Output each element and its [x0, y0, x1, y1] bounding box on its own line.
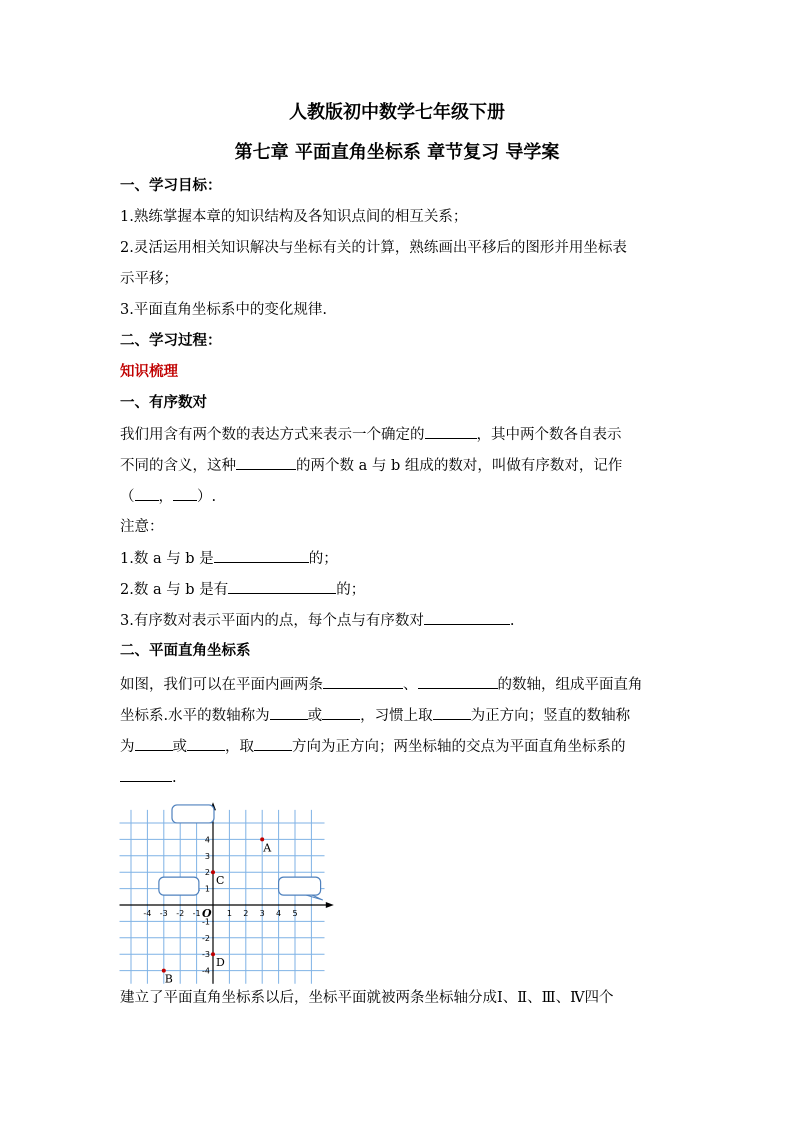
x-axis-arrow — [326, 902, 334, 908]
note-item-3 — [120, 610, 514, 631]
section1-heading: 一、有序数对 — [120, 394, 207, 411]
note-item-1 — [120, 548, 338, 569]
y-tick-label: -2 — [202, 933, 210, 943]
text: 1.数 a 与 b 是 — [120, 551, 214, 567]
goals-heading: 一、学习目标： — [120, 177, 222, 194]
goal-item-1: 1.熟练掌握本章的知识结构及各知识点间的相互关系； — [120, 209, 468, 225]
text: （ — [120, 489, 135, 505]
y-tick-label: -3 — [202, 950, 210, 960]
fill-blank[interactable] — [173, 486, 197, 501]
text: ，取 — [225, 739, 254, 755]
text: 为 — [120, 739, 135, 755]
fill-blank[interactable] — [270, 705, 308, 720]
point-label-d: D — [216, 956, 225, 970]
y-tick-label: 3 — [204, 851, 210, 861]
text: 、 — [403, 677, 418, 693]
section1-paragraph-line1 — [120, 424, 622, 445]
fill-blank[interactable] — [254, 736, 292, 751]
text: 3.有序数对表示平面内的点，每个点与有序数对 — [120, 613, 424, 629]
fill-blank[interactable] — [323, 674, 403, 689]
fill-blank[interactable] — [322, 705, 360, 720]
document-subtitle: 第七章 平面直角坐标系 章节复习 导学案 — [234, 142, 560, 163]
point-label-b: B — [164, 972, 173, 986]
section2-line4 — [120, 767, 177, 788]
text: 我们用含有两个数的表达方式来表示一个确定的 — [120, 427, 425, 443]
x-tick-label: 1 — [226, 909, 232, 918]
note-item-2 — [120, 579, 365, 600]
fill-blank[interactable] — [187, 736, 225, 751]
fill-blank[interactable] — [424, 610, 510, 625]
section1-paragraph-line3 — [120, 486, 216, 507]
knowledge-heading: 知识梳理 — [120, 363, 178, 380]
y-tick-label: -1 — [202, 917, 210, 927]
text: . — [172, 770, 177, 786]
process-heading: 二、学习过程： — [120, 332, 222, 349]
x-tick-label: -3 — [159, 909, 168, 918]
fill-blank[interactable] — [425, 424, 477, 439]
text: 不同的含义，这种 — [120, 458, 236, 474]
fill-blank[interactable] — [228, 579, 336, 594]
callout-box-top — [172, 805, 214, 823]
text: 方向为正方向；两坐标轴的交点为平面直角坐标系的 — [292, 739, 626, 755]
origin-label: O — [202, 907, 212, 920]
x-tick-label: 4 — [276, 909, 282, 918]
x-tick-label: -2 — [176, 909, 185, 918]
goal-item-2-cont: 示平移； — [120, 271, 178, 287]
section2-line2 — [120, 705, 630, 726]
text: 为正方向；竖直的数轴称 — [470, 708, 631, 724]
goal-item-3: 3.平面直角坐标系中的变化规律. — [120, 302, 327, 318]
point-label-c: C — [216, 874, 225, 888]
fill-blank[interactable] — [135, 486, 159, 501]
x-tick-label: -1 — [192, 909, 201, 918]
document-title: 人教版初中数学七年级下册 — [289, 102, 505, 123]
x-tick-label: 3 — [259, 909, 265, 918]
note-label: 注意： — [120, 519, 164, 535]
text: 的两个数 a 与 b 组成的数对，叫做有序数对，记作 — [296, 458, 623, 474]
fill-blank[interactable] — [135, 736, 173, 751]
text: 的数轴，组成平面直角 — [497, 677, 643, 693]
fill-blank[interactable] — [236, 455, 296, 470]
section2-line1 — [120, 674, 643, 695]
callout-box-left — [159, 877, 199, 895]
fill-blank[interactable] — [120, 767, 172, 782]
text: 的； — [308, 551, 338, 567]
text: ，习惯上取 — [360, 708, 433, 724]
text: 坐标系.水平的数轴称为 — [120, 708, 270, 724]
y-tick-label: -4 — [202, 966, 210, 976]
text: ， — [158, 489, 173, 505]
point-label-a: A — [263, 841, 272, 855]
text: ）. — [197, 489, 217, 505]
section2-line3 — [120, 736, 626, 757]
goal-item-2: 2.灵活运用相关知识解决与坐标有关的计算，熟练画出平移后的图形并用坐标表 — [120, 240, 627, 256]
y-tick-label: 2 — [204, 868, 210, 878]
last-paragraph-line: 建立了平面直角坐标系以后，坐标平面就被两条坐标轴分成Ⅰ、Ⅱ、Ⅲ、Ⅳ四个 — [120, 990, 614, 1006]
fill-blank[interactable] — [433, 705, 471, 720]
text: . — [509, 613, 515, 629]
text: ，其中两个数各自表示 — [476, 427, 622, 443]
point-c — [211, 870, 215, 874]
x-tick-label: -4 — [143, 909, 152, 918]
text: 或 — [172, 739, 187, 755]
x-tick-label: 2 — [243, 909, 249, 918]
y-tick-label: 1 — [204, 884, 210, 894]
fill-blank[interactable] — [418, 674, 498, 689]
y-tick-label: 4 — [204, 835, 210, 845]
callout-boxes — [159, 805, 323, 900]
point-d — [211, 952, 215, 956]
coordinate-plane-figure — [118, 797, 340, 987]
text: 如图，我们可以在平面内画两条 — [120, 677, 323, 693]
fill-blank[interactable] — [214, 548, 309, 563]
x-tick-label: 5 — [292, 909, 298, 918]
section2-heading: 二、平面直角坐标系 — [120, 642, 251, 659]
text: 2.数 a 与 b 是有 — [120, 582, 229, 598]
text: 的； — [336, 582, 366, 598]
section1-paragraph-line2 — [120, 455, 622, 476]
text: 或 — [307, 708, 323, 724]
callout-box-right — [279, 877, 321, 895]
